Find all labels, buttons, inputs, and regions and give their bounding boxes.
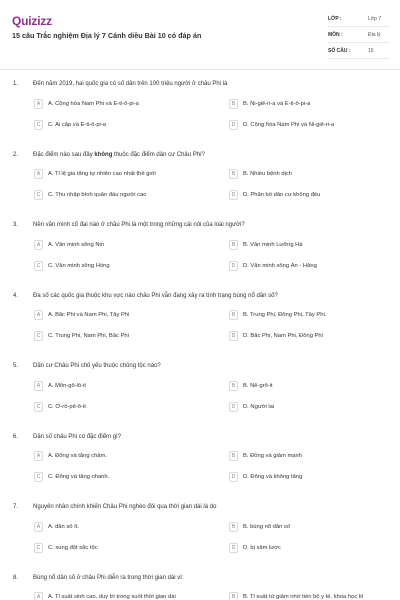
meta-label: LỚP : [328,15,342,22]
option-text: B. Nhiều bệnh dịch [243,171,292,177]
meta-value: Địa lý [368,31,381,38]
meta-row-subject [328,27,390,43]
option-text: D. Đông và không tăng [243,474,303,480]
answer-options [34,519,400,555]
option-letter-badge: B [229,451,238,461]
answer-option-d[interactable] [229,540,381,555]
option-text: D. bị xâm lược [243,544,281,551]
option-letter-badge: B [229,240,238,250]
answer-options [34,237,400,273]
answer-option-a[interactable] [34,96,219,111]
option-letter-badge: C [34,402,43,412]
answer-options [34,590,400,600]
question-1 [0,70,400,141]
question-list [0,70,400,600]
answer-option-d[interactable] [229,117,381,132]
question-text-emphasis: không [94,151,113,158]
option-letter-badge: C [34,331,43,341]
option-text: C. Văn minh sông Hồng [48,262,110,269]
option-text: C. Đông và tăng nhanh. [48,474,110,480]
question-text: Bùng nổ dân số ở châu Phi diễn ra trong thời gian dài vì: [33,574,184,581]
answer-options [34,378,400,414]
answer-options [34,96,400,132]
answer-option-a[interactable] [34,308,219,323]
option-text: A. Môn-gô-lô-it [48,382,87,389]
option-text: D. Văn minh sông Ấn - Hằng [243,262,317,269]
meta-row-question-count [328,43,390,59]
option-letter-badge: B [229,310,238,320]
answer-option-a[interactable] [34,449,219,464]
meta-label: SỐ CÂU : [328,47,351,54]
option-text: D. Người lai [243,403,275,410]
answer-option-a[interactable] [34,237,219,252]
option-letter-badge: A [34,381,43,391]
option-letter-badge: D [229,543,238,553]
option-text: C. xung đột sắc tộc [48,544,98,551]
answer-option-b[interactable] [229,96,381,111]
question-6 [0,423,400,494]
option-text: D. Bắc Phi, Nam Phi, Đông Phi [243,333,323,339]
answer-option-a[interactable] [34,167,219,182]
option-text: A. Văn minh sông Nin [48,241,105,248]
option-text: B. Trung Phi, Đông Phi, Tây Phi. [243,312,327,318]
option-text: C. Trung Phi, Nam Phi, Bắc Phi [48,333,129,339]
option-text: B. bùng nổ dân số [243,523,291,530]
answer-option-a[interactable] [34,519,219,534]
question-8 [0,564,400,600]
answer-option-c[interactable] [34,117,219,132]
option-letter-badge: D [229,402,238,412]
question-text: Nguyên nhân chính khiến Châu Phi nghèo đói qua thời gian dài là do [33,504,217,510]
option-letter-badge: D [229,331,238,341]
quiz-title: 15 câu Trắc nghiệm Địa lý 7 Cánh diều Bài 10 có đáp án [12,31,202,40]
option-text: C. Ai cập và Ê-ti-ô-pi-a [48,121,106,128]
question-number: 8. [13,574,19,581]
answer-options [34,449,400,485]
option-text: B. Ni-giê-ri-a và Ê-ti-ô-pi-a [243,100,311,107]
option-letter-badge: B [229,381,238,391]
option-letter-badge: D [229,120,238,130]
option-text: A. Tỉ lệ gia tăng tự nhiên cao nhất thế giới [48,171,156,177]
option-letter-badge: A [34,240,43,250]
option-letter-badge: A [34,169,43,179]
option-letter-badge: B [229,522,238,532]
option-letter-badge: B [229,169,238,179]
option-text: B. Đông và giảm mạnh [243,453,302,459]
answer-option-b[interactable] [229,308,381,323]
meta-label: MÔN : [328,31,343,38]
question-3 [0,211,400,282]
question-text [33,151,400,159]
option-text: D. Cộng hòa Nam Phi và Ni-giê-ri-a [243,121,335,128]
question-text: Đa số các quốc gia thuộc khu vực nào châu Phi vẫn đang xảy ra tình trạng bùng nổ dân số? [33,292,278,299]
worksheet-header [0,0,400,70]
option-text: A. dân số ít. [48,523,79,530]
option-letter-badge: C [34,261,43,271]
answer-option-c[interactable] [34,540,219,555]
answer-option-c[interactable] [34,329,219,344]
option-letter-badge: C [34,120,43,130]
answer-option-b[interactable] [229,519,381,534]
answer-options [34,167,400,203]
question-number: 4. [13,292,19,299]
answer-option-d[interactable] [229,399,381,414]
question-text-part: thuộc đặc điểm dân cư Châu Phi? [112,151,205,158]
question-number: 7. [13,504,19,510]
question-2 [0,141,400,212]
quiz-meta [328,11,390,59]
option-letter-badge: A [34,451,43,461]
option-letter-badge: D [229,190,238,200]
option-text: C. Thu nhập bình quân đầu người cao [48,192,147,198]
answer-options [34,308,400,344]
option-letter-badge: D [229,472,238,482]
option-letter-badge: C [34,190,43,200]
option-letter-badge: B [229,99,238,109]
question-number: 5. [13,363,19,369]
option-letter-badge: A [34,592,43,600]
question-5 [0,352,400,423]
question-text: Nền văn minh cổ đại nào ở châu Phi là một trong những cái nôi của loài người? [33,222,245,228]
question-text: Đến năm 2019, hai quốc gia có số dân trên 100 triệu người ở châu Phi là [33,81,228,87]
answer-option-d[interactable] [229,258,381,273]
option-letter-badge: B [229,592,238,600]
option-letter-badge: D [229,261,238,271]
option-text: B. Nê-grô-it [243,382,273,389]
meta-value: Lớp 7 [368,15,382,22]
option-text: A. Bắc Phi và Nam Phi, Tây Phi [48,312,130,318]
answer-option-b[interactable] [229,237,381,252]
question-number: 6. [13,433,19,440]
option-letter-badge: A [34,99,43,109]
meta-value: 15 [368,47,374,54]
option-text: B. Văn minh Lưỡng Hà [243,241,303,248]
question-text: Dân số châu Phi có đặc điểm gì? [33,433,122,440]
option-letter-badge: A [34,522,43,532]
answer-option-d[interactable] [229,329,381,344]
option-text: B. Tỉ suất tử giảm nhờ tiến bộ y tế, khoa học kĩ [243,593,364,600]
question-7 [0,493,400,564]
quizizz-logo[interactable]: Quizizz [12,14,52,28]
question-number: 2. [13,151,19,158]
option-text: A. Đông và tăng chậm. [48,453,107,459]
answer-option-b[interactable] [229,167,381,182]
answer-option-c[interactable] [34,188,219,203]
option-letter-badge: C [34,543,43,553]
answer-option-d[interactable] [229,470,381,485]
answer-option-a[interactable] [34,590,219,600]
answer-option-c[interactable] [34,470,219,485]
option-letter-badge: A [34,310,43,320]
answer-option-a[interactable] [34,378,219,393]
question-text-part: Đặc điểm nào sau đây [33,151,95,158]
question-4 [0,282,400,353]
question-text: Dân cư Châu Phi chủ yếu thuộc chủng tộc nào? [33,363,161,369]
answer-option-c[interactable] [34,258,219,273]
option-letter-badge: C [34,472,43,482]
answer-option-c[interactable] [34,399,219,414]
meta-row-grade [328,11,390,27]
question-number: 1. [13,81,19,87]
option-text: D. Phân bố dân cư không đều [243,192,321,198]
answer-option-b[interactable] [229,378,381,393]
option-text: A. Tỉ suất sinh cao, duy trì trong suốt thời gian dài [48,594,176,600]
option-text: A. Cộng hòa Nam Phi và Ê-ti-ô-pi-a [48,100,139,107]
option-text: C. Ơ-rô-pê-ô-it [48,403,86,410]
answer-option-d[interactable] [229,188,381,203]
answer-option-b[interactable] [229,449,381,464]
answer-option-b[interactable] [229,590,381,600]
question-number: 3. [13,222,19,228]
